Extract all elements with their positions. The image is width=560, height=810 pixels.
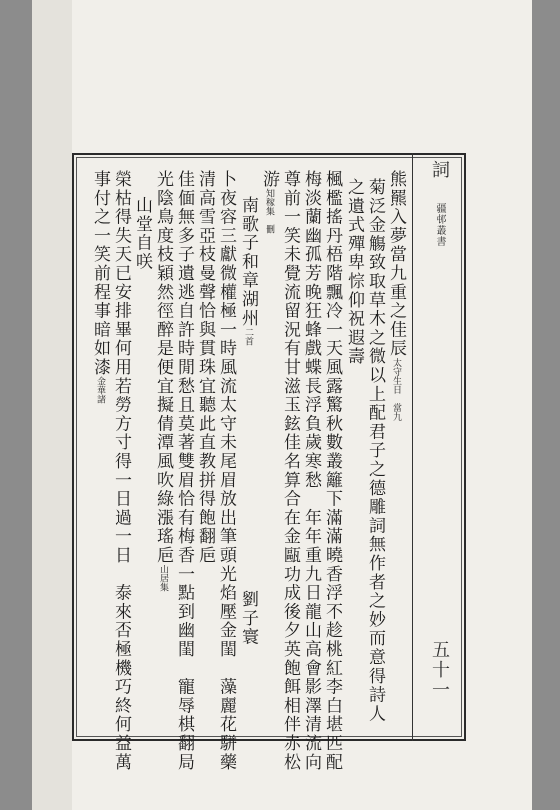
text-column-1: 熊羆入夢當九重之佳辰太守生日 當九 xyxy=(386,170,406,421)
page-left-margin xyxy=(32,0,72,810)
text-column-13: 山堂自咲 xyxy=(132,196,152,272)
gutter-page-number: 五十一 xyxy=(429,640,450,700)
gutter-divider xyxy=(412,153,413,741)
text-column-4: 楓檻搖丹梧階飄冷一天風露驚秋數叢籬下滿滿曉香浮不趁桃紅李白堪匹配 xyxy=(322,170,342,772)
text-column-15: 事付之一笑前程事暗如漆金華諸 xyxy=(90,170,110,404)
text-column-3: 之遺式殫卑悰仰祝遐壽 xyxy=(344,178,364,366)
author-name-1: 劉子寰 xyxy=(238,590,258,647)
text-column-8: 南歌子和章湖州二首 xyxy=(238,196,258,346)
text-column-12: 光陰鳥度枝穎然徑醉是便宜擬倩潭風吹綠漲瑤巵山居集 xyxy=(153,170,173,592)
text-column-6: 尊前一笑未覺流留況有甘滋玉鉉佳名算合在金甌功成後夕英飽餌相伴赤松 xyxy=(280,170,300,772)
text-column-5: 梅淡蘭幽孤芳晚狂蜂戲蝶長浮負歲寒愁 年年重九日龍山高會影澤清流向 xyxy=(301,170,321,772)
text-column-11: 佳偭無多子遺逃自許時閒愁且莫著雙眉恰有梅香一點到幽閨 寵辱棋翻局 xyxy=(174,170,194,772)
gutter-title: 詞 疆邨叢書 xyxy=(429,160,450,247)
text-column-14: 榮枯得失天已安排畢何用若勞方寸得一日過一日 泰來否極機巧終何益萬 xyxy=(111,170,131,772)
text-column-9: 卜夜容三獻微權極一時風流太守未尾眉放出筆頭光焰壓金閨 藻麗花駢藥 xyxy=(216,170,236,772)
text-column-7: 游知稼集 刪 xyxy=(259,170,279,234)
gutter-volume-note: 疆邨叢書 xyxy=(434,203,445,247)
text-column-2: 菊泛金觴致取草木之微以上配君子之德雕詞無作者之妙而意得詩人 xyxy=(365,178,385,724)
text-column-10: 清高雪亞枝曼聲恰與貫珠宜聽此直教拼得飽翻巵 xyxy=(195,170,215,565)
